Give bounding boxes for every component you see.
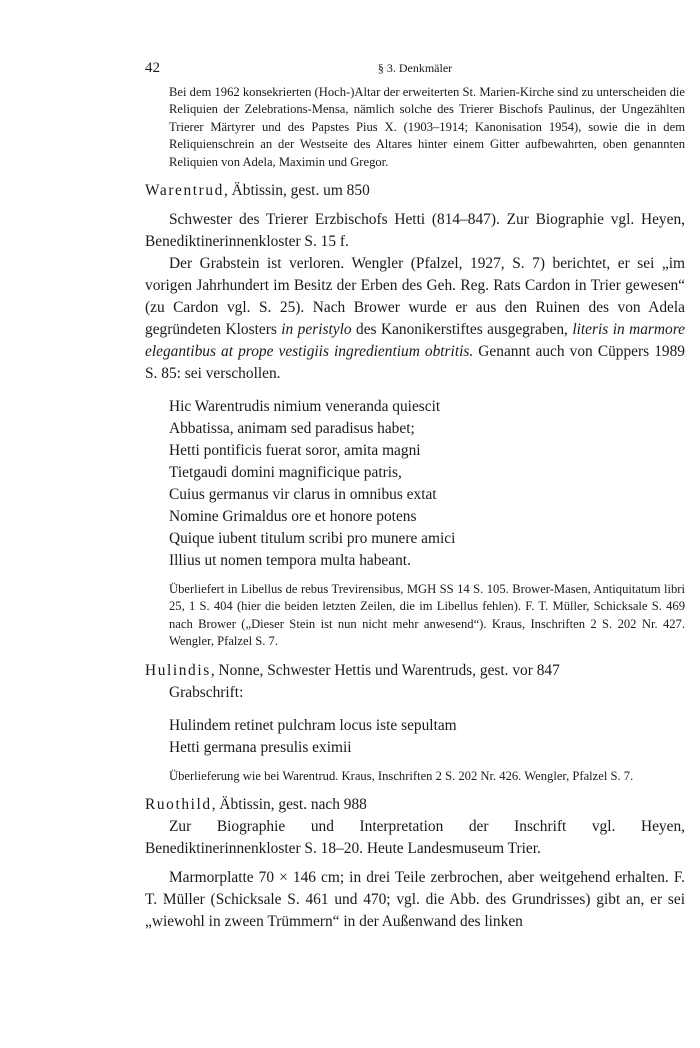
paragraph: Zur Biographie und Interpretation der Inschrift vgl. Heyen, Benediktinerinnenkloster S. 18–20. Heute Landesmuseum Trier. bbox=[145, 818, 685, 858]
verse-line: Hetti pontificis fuerat soror, amita magni bbox=[169, 442, 421, 460]
page-header bbox=[145, 60, 685, 84]
verse-line: Hulindem retinet pulchram locus iste sepultam bbox=[169, 716, 457, 734]
entry-body-ruothild bbox=[145, 816, 685, 933]
inscription-verse bbox=[169, 396, 685, 572]
text-run: des Kanonikerstiftes ausgegraben, bbox=[351, 321, 573, 339]
paragraph bbox=[145, 253, 685, 385]
running-title: § 3. Denkmäler bbox=[377, 61, 453, 75]
verse-line: Cuius germanus vir clarus in omnibus extat bbox=[169, 486, 437, 504]
page-number: 42 bbox=[145, 60, 160, 76]
verse-line: Hic Warentrudis nimium veneranda quiescit bbox=[169, 398, 441, 416]
entry-name: Warentrud bbox=[145, 182, 224, 200]
entry-name: Hulindis bbox=[145, 661, 211, 679]
verse-line: Tietgaudi domini magnificique patris, bbox=[169, 464, 402, 482]
entry-title-rest: , Nonne, Schwester Hettis und Warentruds, gest. vor 847 bbox=[210, 661, 560, 679]
source-note-text: Überlieferung wie bei Warentrud. Kraus, Inschriften 2 S. 202 Nr. 426. Wengler, Pfalzel S. 7. bbox=[169, 768, 634, 783]
intro-note bbox=[169, 84, 685, 171]
entry-title-rest: , Äbtissin, gest. um 850 bbox=[223, 182, 370, 200]
entry-heading-hulindis bbox=[145, 660, 685, 682]
paragraph: Marmorplatte 70 × 146 cm; in drei Teile zerbrochen, aber weitgehend erhalten. F. T. Müller (Schicksale S. 461 und 470; vgl. die Abb. des Grundrisses) gibt an, er sei „wiewohl in zween Trümmern“ in der Außenwand des linken bbox=[145, 869, 685, 931]
page bbox=[145, 60, 685, 933]
source-note bbox=[169, 581, 685, 651]
text-run: Genannt auch von Cüppers 1989 S. 85: sei verschollen. bbox=[145, 343, 685, 383]
text-run: Der Grabstein ist verloren. Wengler (Pfalzel, 1927, S. 7) berichtet, er sei „im vorigen Jahrhundert im Besitz der Erben des Geh. Reg. Rats Cardon in Trier gewesen“ (zu Cardon vgl. S. 25). Nach Brower wurde er aus den Ruinen des von Adela gegründeten Klosters bbox=[145, 255, 685, 339]
verse-line: Quique iubent titulum scribi pro munere amici bbox=[169, 530, 456, 548]
source-note-text: Überliefert in Libellus de rebus Trevirensibus, MGH SS 14 S. 105. Brower-Masen, Antiquitatum libri 25, 1 S. 404 (hier die beiden letzten Zeilen, die im Libellus fehlen). F. T. Müller, Schicksale S. 469 nach Brower („Dieser Stein ist nun nicht mehr anwesend“). Kraus, Inschriften 2 S. 202 Nr. 427. Wengler, Pfalzel S. 7. bbox=[169, 582, 685, 649]
entry-name: Ruothild bbox=[145, 796, 212, 814]
verse-line: Abbatissa, animam sed paradisus habet; bbox=[169, 420, 415, 438]
entry-subline: Grabschrift: bbox=[169, 683, 244, 701]
entry-heading-warentrud bbox=[145, 180, 685, 202]
source-note bbox=[169, 768, 685, 785]
latin-quote: literis in marmore elegantibus at prope vestigiis ingredientium obtritis. bbox=[145, 321, 685, 361]
inscription-verse bbox=[169, 715, 685, 759]
entry-body-warentrud bbox=[145, 209, 685, 385]
verse-line: Illius ut nomen tempora multa habeant. bbox=[169, 552, 411, 570]
latin-quote: in peristylo bbox=[281, 321, 352, 339]
entry-title-rest: , Äbtissin, gest. nach 988 bbox=[211, 796, 367, 814]
verse-line: Hetti germana presulis eximii bbox=[169, 738, 352, 756]
entry-heading-ruothild bbox=[145, 794, 685, 816]
intro-note-text: Bei dem 1962 konsekrierten (Hoch-)Altar der erweiterten St. Marien-Kirche sind zu unterscheiden die Reliquien der Zelebrations-Mensa, nämlich solche des Trierer Bischofs Paulinus, der Ungezählten Trierer Märtyrer und des Papstes Pius X. (1903–1914; Kanonisation 1954), sowie die in dem Reliquienschrein an der Westseite des Altares hinter einem Gitter aufbewahrten, oben genannten Reliquien von Adela, Maximin und Gregor. bbox=[169, 85, 685, 169]
paragraph: Schwester des Trierer Erzbischofs Hetti (814–847). Zur Biographie vgl. Heyen, Benediktinerinnenkloster S. 15 f. bbox=[145, 211, 685, 251]
verse-line: Nomine Grimaldus ore et honore potens bbox=[169, 508, 417, 526]
